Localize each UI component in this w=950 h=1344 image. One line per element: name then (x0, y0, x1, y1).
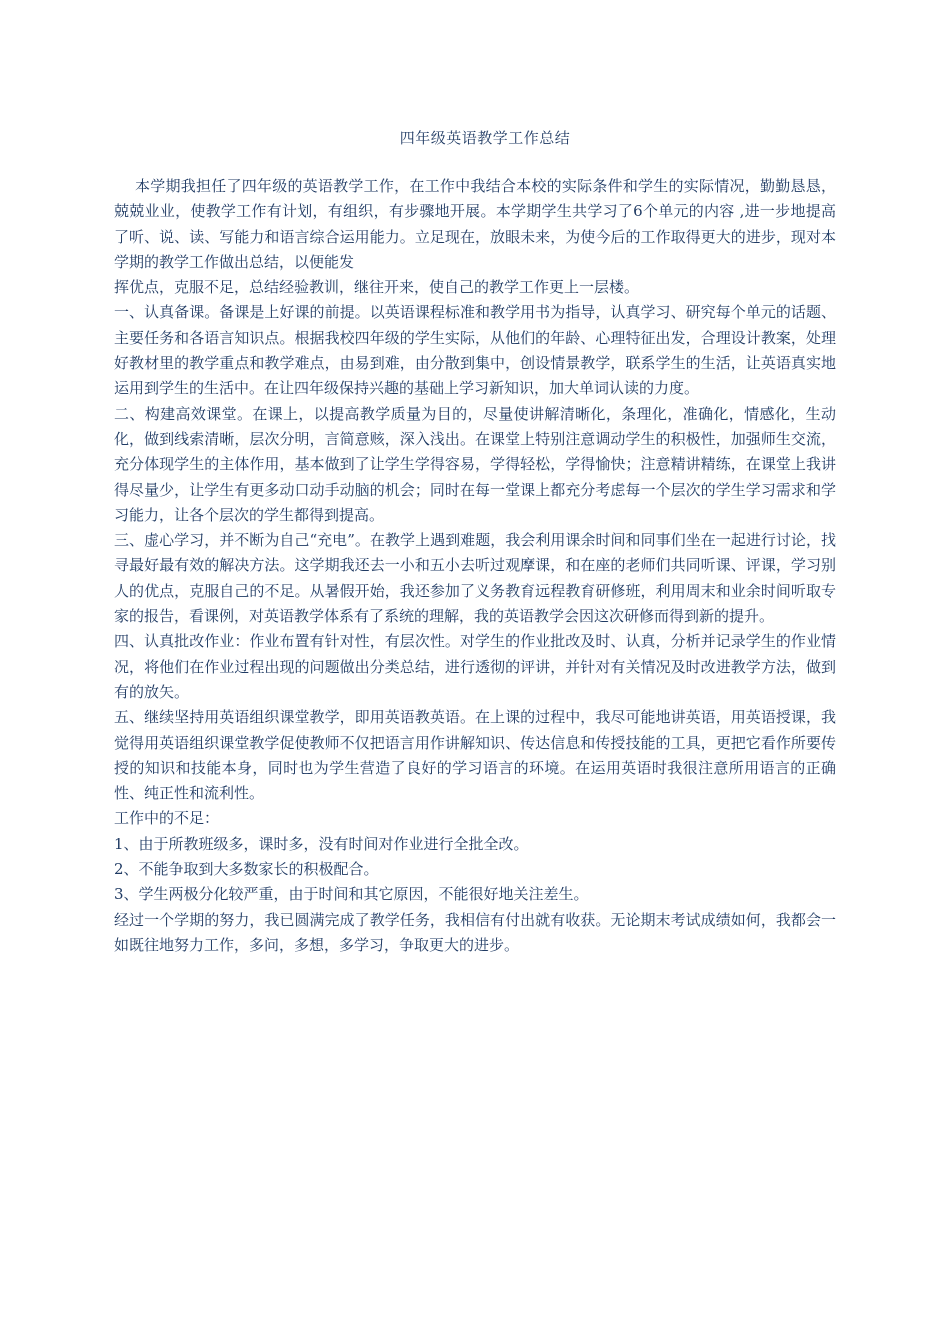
document-body (114, 174, 836, 958)
section-paragraph-5: 五、继续坚持用英语组织课堂教学，即用英语教英语。在上课的过程中，我尽可能地讲英语，用英语授课，我觉得用英语组织课堂教学促使教师不仅把语言用作讲解知识、传达信息和传授技能的工具，更把它看作所要传授的知识和技能本身，同时也为学生营造了良好的学习语言的环境。在运用英语时我很注意所用语言的正确性、纯正性和流利性。 (114, 708, 836, 803)
shortcoming-item-3: 3、学生两极分化较严重，由于时间和其它原因，不能很好地关注差生。 (114, 885, 589, 904)
section-paragraph-3: 三、虚心学习，并不断为自己“充电”。在教学上遇到难题，我会利用课余时间和同事们坐在一起进行讨论，找寻最好最有效的解决方法。这学期我还去一小和五小去听过观摩课，和在座的老师们共同听课、评课，学习别人的优点，克服自己的不足。从暑假开始，我还参加了义务教育远程教育研修班，利用周末和业余时间听取专家的报告，看课例，对英语教学体系有了系统的理解，我的英语教学会因这次研修而得到新的提升。 (114, 531, 836, 626)
intro-paragraph: 本学期我担任了四年级的英语教学工作，在工作中我结合本校的实际条件和学生的实际情况，勤勤恳恳，兢兢业业，使教学工作有计划，有组织，有步骤地开展。本学期学生共学习了6个单元的内容 ,进一步地提高了听、说、读、写能力和语言综合运用能力。立足现在，放眼未来，为使今后的工作取得更大的进步，现对本学期的教学工作做出总结，以便能发 (114, 177, 836, 271)
shortcoming-item-2: 2、不能争取到大多数家长的积极配合。 (114, 860, 379, 879)
conclusion-paragraph: 经过一个学期的努力，我已圆满完成了教学任务，我相信有付出就有收获。无论期末考试成绩如何，我都会一如既往地努力工作，多问，多想，多学习，争取更大的进步。 (114, 910, 836, 954)
section-paragraph-4: 四、认真批改作业：作业布置有针对性，有层次性。对学生的作业批改及时、认真，分析并记录学生的作业情况，将他们在作业过程出现的问题做出分类总结，进行透彻的评讲，并针对有关情况及时改进教学方法，做到有的放矢。 (114, 632, 836, 701)
intro-paragraph-continued: 挥优点，克服不足，总结经验教训，继往开来，使自己的教学工作更上一层楼。 (114, 278, 640, 297)
section-paragraph-2: 二、构建高效课堂。在课上，以提高教学质量为目的，尽量使讲解清晰化，条理化，准确化，情感化，生动化，做到线索清晰，层次分明，言简意赅，深入浅出。在课堂上特别注意调动学生的积极性，加强师生交流，充分体现学生的主体作用，基本做到了让学生学得容易，学得轻松，学得愉快；注意精讲精练，在课堂上我讲得尽量少，让学生有更多动口动手动脑的机会；同时在每一堂课上都充分考虑每一个层次的学生学习需求和学习能力，让各个层次的学生都得到提高。 (114, 404, 836, 524)
document-title: 四年级英语教学工作总结 (399, 129, 571, 147)
shortcomings-heading: 工作中的不足： (114, 809, 220, 828)
shortcoming-item-1: 1、由于所教班级多，课时多，没有时间对作业进行全批全改。 (114, 834, 529, 853)
section-paragraph-1: 一、认真备课。备课是上好课的前提。以英语课程标准和教学用书为指导，认真学习、研究每个单元的话题、主要任务和各语言知识点。根据我校四年级的学生实际，从他们的年龄、心理特征出发，合理设计教案，处理好教材里的教学重点和教学难点，由易到难，由分散到集中，创设情景教学，联系学生的生活，让英语真实地运用到学生的生活中。在让四年级保持兴趣的基础上学习新知识，加大单词认读的力度。 (114, 303, 836, 398)
